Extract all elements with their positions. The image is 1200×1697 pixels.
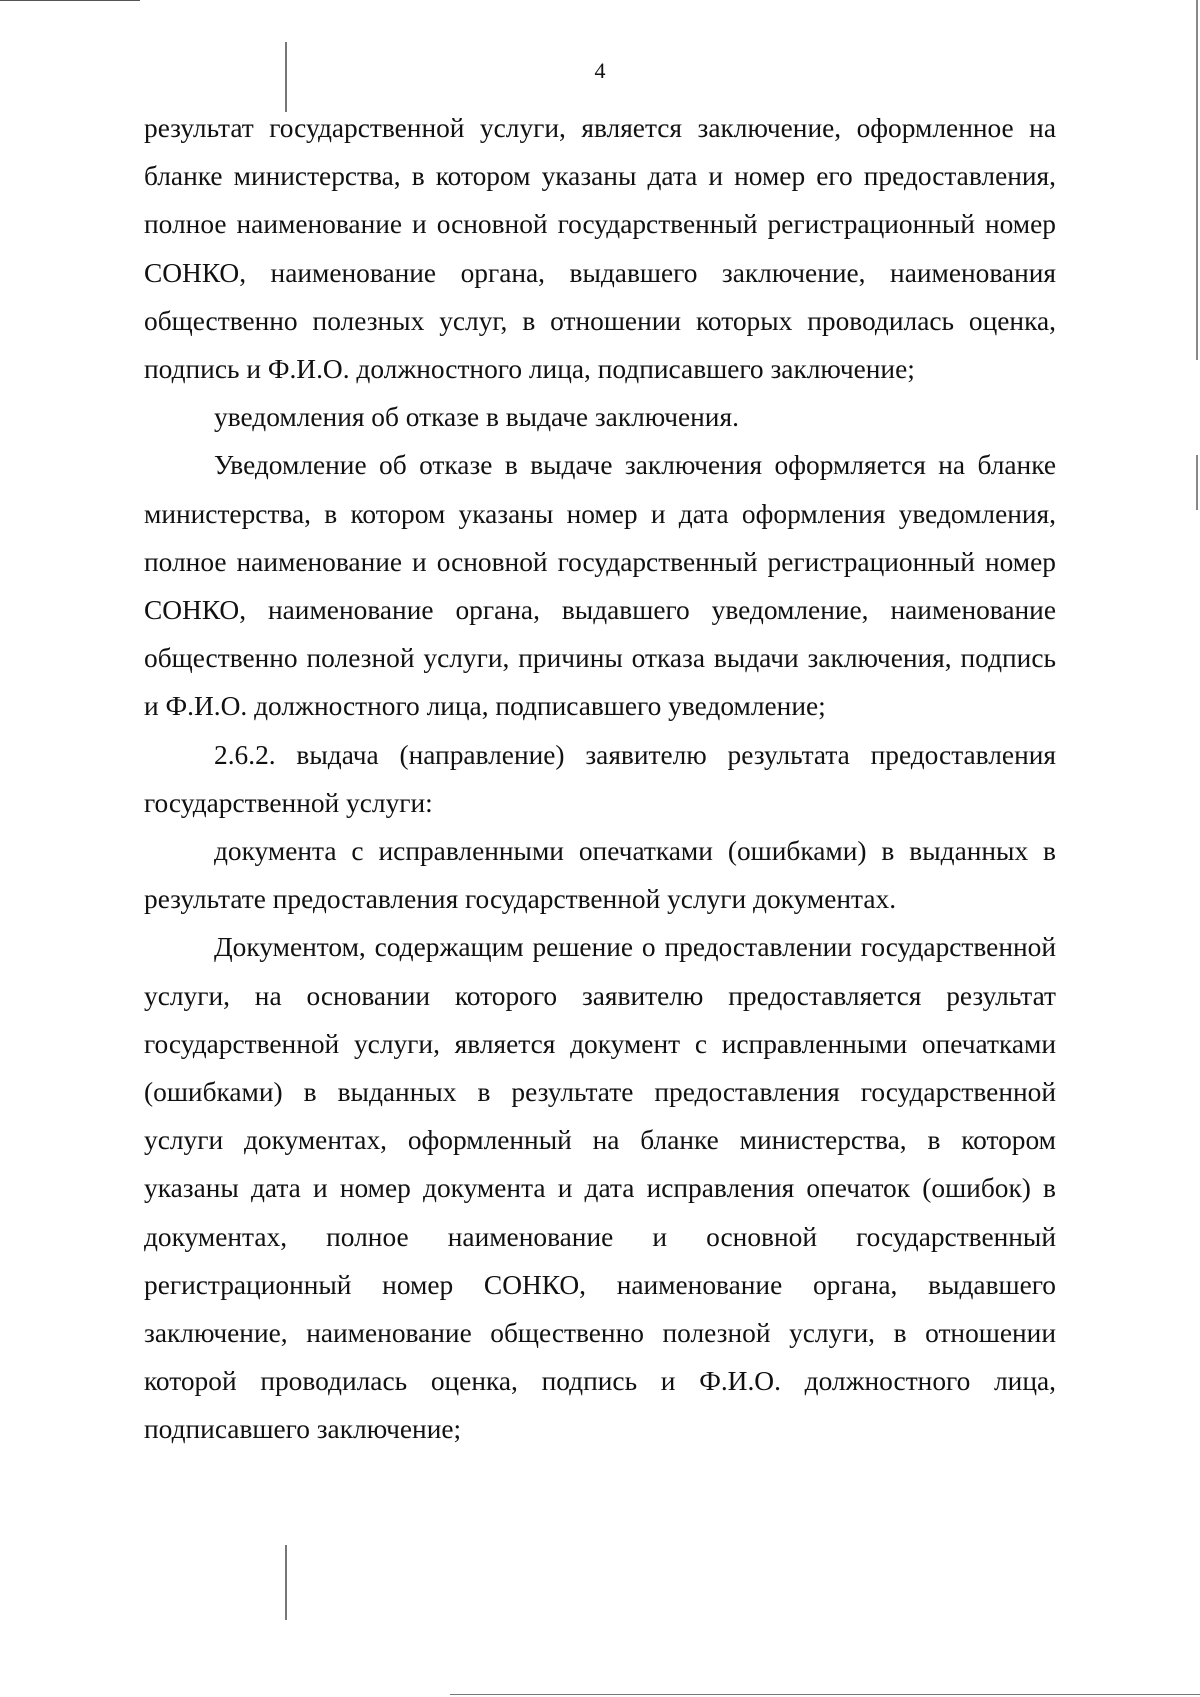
paragraph-refusal-notice-form: Уведомление об отказе в выдаче заключения оформляется на бланке министерства, в котором указаны номер и дата оформления уведомления, полное наименование и основной государственный регистрационный номер СОНКО, наименование органа, выдавшего уведомление, наименование общественно полезной услуги, причины отказа выдачи заключения, подпись и Ф.И.О. должностного лица, подписавшего уведомление; — [144, 450, 1056, 722]
scan-edge-top — [0, 0, 140, 1]
paragraph-corrected-document: документа с исправленными опечатками (ошибками) в выданных в результате предоставления государственной услуги документах. — [144, 836, 1056, 915]
hole-punch-mark-bottom — [285, 1545, 287, 1620]
scan-edge-bottom — [450, 1694, 1200, 1695]
paragraph-decision-document: Документом, содержащим решение о предоставлении государственной услуги, на основании которого заявителю предоставляется результат государственной услуги, является документ с исправленными опечатками (ошибками) в выданных в результате предоставления государственной услуги документах, оформленный на бланке министерства, в котором указаны дата и номер документа и дата исправления опечаток (ошибок) в документах, полное наименование и основной государственный регистрационный номер СОНКО, наименование органа, выдавшего заключение, наименование общественно полезной услуги, в отношении которой проводилась оценка, подпись и Ф.И.О. должностного лица, подписавшего заключение; — [144, 932, 1056, 1445]
scan-edge-right-top — [1196, 0, 1198, 360]
paragraph-result-conclusion: результат государственной услуги, является заключение, оформленное на бланке министерства, в котором указаны дата и номер его предоставления, полное наименование и основной государственный регистрационный номер СОНКО, наименование органа, выдавшего заключение, наименования общественно полезных услуг, в отношении которых проводилась оценка, подпись и Ф.И.О. должностного лица, подписавшего заключение; — [144, 113, 1056, 385]
paragraph-refusal-notice: уведомления об отказе в выдаче заключения. — [214, 402, 739, 433]
scan-edge-right-mid — [1196, 455, 1198, 510]
document-body — [144, 104, 1056, 1454]
hole-punch-mark-top — [285, 42, 287, 112]
paragraph-section-2-6-2: 2.6.2. выдача (направление) заявителю результата предоставления государственной услуги: — [144, 739, 1056, 818]
page-number: 4 — [594, 58, 606, 83]
